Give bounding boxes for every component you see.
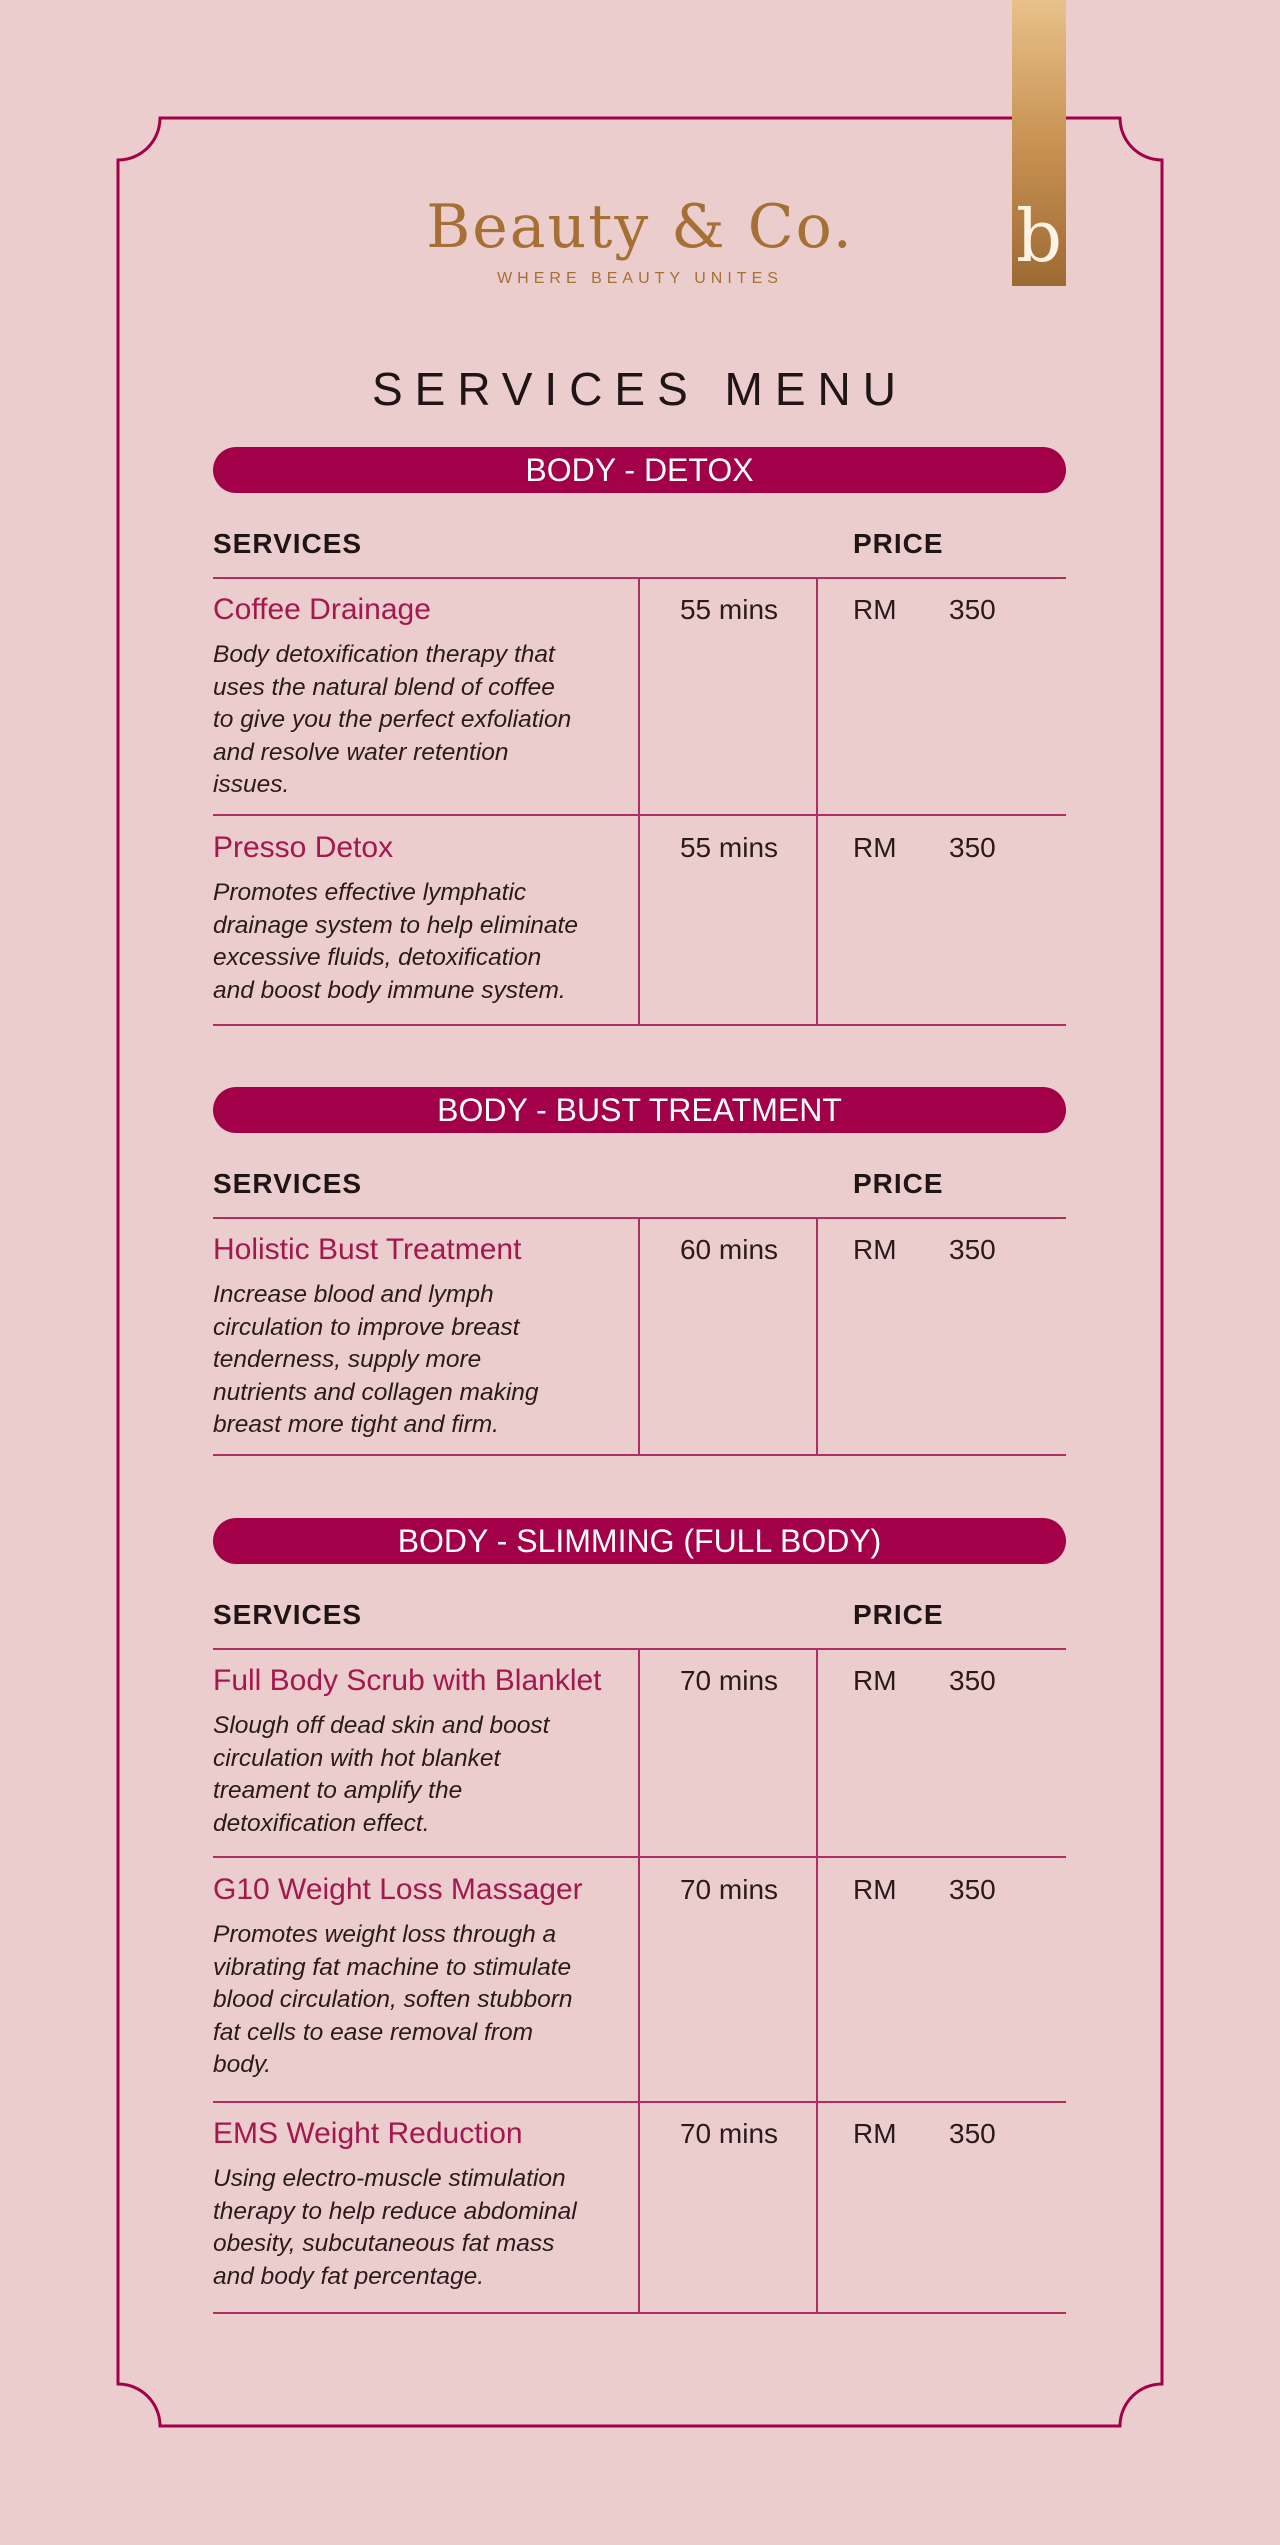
service-duration: 70 mins xyxy=(679,1665,779,1696)
service-description: Body detoxification therapy that uses the natural blend of coffee to give you the perfect exfoliation and resolve water retention issues. xyxy=(213,641,572,798)
price-value: 350 xyxy=(949,832,996,863)
service-duration: 60 mins xyxy=(679,1234,779,1265)
price-currency: RM xyxy=(853,832,897,863)
price-value: 350 xyxy=(949,1665,996,1696)
brand-logo: Beauty & Co. xyxy=(426,192,854,262)
service-name: Holistic Bust Treatment xyxy=(213,1233,522,1266)
page-title: SERVICES MENU xyxy=(371,363,909,415)
table-divider xyxy=(213,814,1066,816)
service-duration: 70 mins xyxy=(679,2118,779,2149)
service-description: Promotes effective lymphatic drainage system to help eliminate excessive fluids, detoxification and boost body immune system. xyxy=(213,879,578,1004)
section-header-slimming: BODY - SLIMMING (FULL BODY) xyxy=(213,1518,1066,1564)
service-name: Coffee Drainage xyxy=(213,593,431,626)
service-description: Slough off dead skin and boost circulation with hot blanket treament to amplify the detoxification effect. xyxy=(213,1712,550,1837)
table-column-divider xyxy=(638,1648,640,2313)
price-currency: RM xyxy=(853,1234,897,1265)
price-currency: RM xyxy=(853,1665,897,1696)
price-currency: RM xyxy=(853,1874,897,1905)
section-header-detox: BODY - DETOX xyxy=(213,447,1066,493)
column-header-services: SERVICES xyxy=(213,528,363,559)
price-value: 350 xyxy=(949,594,996,625)
table-divider xyxy=(213,1217,1066,1219)
price-value: 350 xyxy=(949,2118,996,2149)
column-header-services: SERVICES xyxy=(213,1599,363,1630)
table-divider xyxy=(213,1856,1066,1858)
table-divider xyxy=(213,577,1066,579)
price-value: 350 xyxy=(949,1874,996,1905)
table-column-divider xyxy=(816,1648,818,2313)
table-column-divider xyxy=(816,577,818,1025)
service-description: Increase blood and lymph circulation to improve breast tenderness, supply more nutrients and collagen making breast more tight and firm. xyxy=(213,1281,539,1438)
service-name: EMS Weight Reduction xyxy=(213,2117,523,2150)
service-name: Full Body Scrub with Blanklet xyxy=(213,1664,602,1697)
column-header-price: PRICE xyxy=(853,528,944,559)
service-description: Using electro-muscle stimulation therapy to help reduce abdominal obesity, subcutaneous fat mass and body fat percentage. xyxy=(213,2165,577,2290)
column-header-services: SERVICES xyxy=(213,1168,363,1199)
table-column-divider xyxy=(638,577,640,1025)
service-description: Promotes weight loss through a vibrating fat machine to stimulate blood circulation, soften stubborn fat cells to ease removal from body. xyxy=(213,1921,573,2078)
table-divider xyxy=(213,1024,1066,1026)
column-header-price: PRICE xyxy=(853,1599,944,1630)
price-currency: RM xyxy=(853,594,897,625)
service-duration: 55 mins xyxy=(679,832,779,863)
column-header-price: PRICE xyxy=(853,1168,944,1199)
price-value: 350 xyxy=(949,1234,996,1265)
service-name: G10 Weight Loss Massager xyxy=(213,1873,583,1906)
table-divider xyxy=(213,2101,1066,2103)
service-duration: 55 mins xyxy=(679,594,779,625)
service-duration: 70 mins xyxy=(679,1874,779,1905)
brand-monogram: b xyxy=(1015,194,1063,278)
table-divider xyxy=(213,1454,1066,1456)
section-header-bust: BODY - BUST TREATMENT xyxy=(213,1087,1066,1133)
service-name: Presso Detox xyxy=(213,831,394,864)
table-divider xyxy=(213,1648,1066,1650)
table-divider xyxy=(213,2312,1066,2314)
brand-tagline: WHERE BEAUTY UNITES xyxy=(497,270,783,287)
price-currency: RM xyxy=(853,2118,897,2149)
